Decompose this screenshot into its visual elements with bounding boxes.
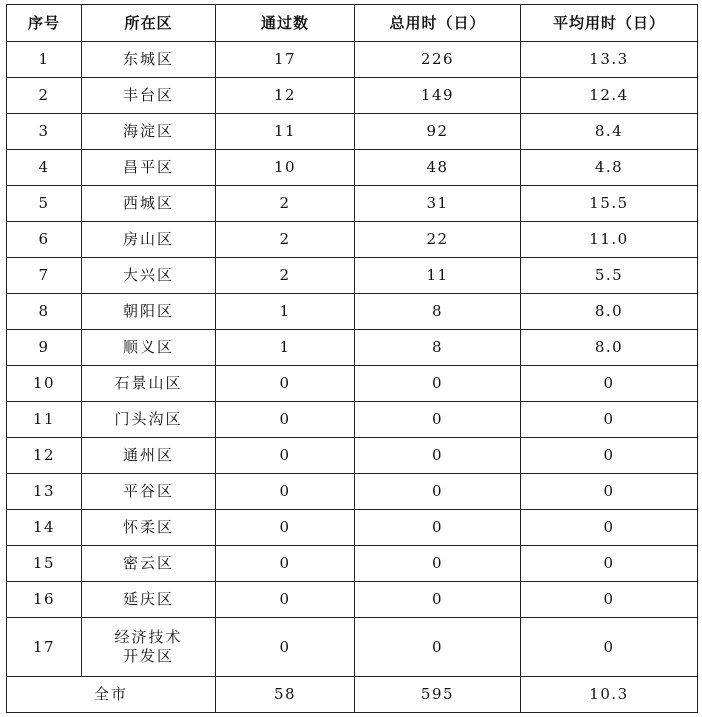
header-index: 序号: [7, 5, 82, 42]
row-average-days: 0: [521, 474, 698, 510]
row-passed-count: 12: [216, 78, 355, 114]
row-passed-count: 2: [216, 258, 355, 294]
row-passed-count: 0: [216, 366, 355, 402]
row-total-days: 0: [355, 582, 521, 618]
total-total-days: 595: [355, 677, 521, 713]
row-total-days: 8: [355, 330, 521, 366]
row-district: 海淀区: [82, 114, 216, 150]
table-row: [7, 474, 698, 510]
table-row: [7, 42, 698, 78]
header-district: 所在区: [82, 5, 216, 42]
row-average-days: 8.4: [521, 114, 698, 150]
row-passed-count: 0: [216, 474, 355, 510]
row-index: 9: [7, 330, 82, 366]
row-index: 14: [7, 510, 82, 546]
row-average-days: 0: [521, 618, 698, 677]
row-total-days: 0: [355, 474, 521, 510]
row-district: 西城区: [82, 186, 216, 222]
row-passed-count: 17: [216, 42, 355, 78]
row-district: 房山区: [82, 222, 216, 258]
row-average-days: 0: [521, 438, 698, 474]
row-index: 17: [7, 618, 82, 677]
table-row: [7, 150, 698, 186]
row-average-days: 13.3: [521, 42, 698, 78]
row-district: 朝阳区: [82, 294, 216, 330]
row-index: 5: [7, 186, 82, 222]
row-average-days: 15.5: [521, 186, 698, 222]
table-row: [7, 258, 698, 294]
row-passed-count: 1: [216, 294, 355, 330]
table-row: [7, 186, 698, 222]
row-district: 大兴区: [82, 258, 216, 294]
row-passed-count: 2: [216, 222, 355, 258]
row-average-days: 0: [521, 510, 698, 546]
row-total-days: 48: [355, 150, 521, 186]
table-row: [7, 582, 698, 618]
row-index: 3: [7, 114, 82, 150]
table-row: [7, 438, 698, 474]
row-total-days: 0: [355, 546, 521, 582]
row-district: 怀柔区: [82, 510, 216, 546]
table-row: [7, 222, 698, 258]
table-row: [7, 402, 698, 438]
row-passed-count: 0: [216, 546, 355, 582]
header-total-days: 总用时（日）: [355, 5, 521, 42]
row-index: 6: [7, 222, 82, 258]
row-average-days: 12.4: [521, 78, 698, 114]
row-passed-count: 11: [216, 114, 355, 150]
row-index: 2: [7, 78, 82, 114]
total-average-days: 10.3: [521, 677, 698, 713]
row-district: 丰台区: [82, 78, 216, 114]
row-passed-count: 0: [216, 438, 355, 474]
row-average-days: 11.0: [521, 222, 698, 258]
table-row: [7, 546, 698, 582]
table-row: [7, 114, 698, 150]
row-district: 平谷区: [82, 474, 216, 510]
row-average-days: 0: [521, 546, 698, 582]
row-total-days: 226: [355, 42, 521, 78]
table-row: [7, 366, 698, 402]
row-total-days: 0: [355, 618, 521, 677]
row-total-days: 22: [355, 222, 521, 258]
row-index: 11: [7, 402, 82, 438]
table-row: [7, 510, 698, 546]
row-total-days: 11: [355, 258, 521, 294]
row-passed-count: 0: [216, 402, 355, 438]
total-passed-count: 58: [216, 677, 355, 713]
row-index: 10: [7, 366, 82, 402]
row-index: 15: [7, 546, 82, 582]
row-passed-count: 0: [216, 510, 355, 546]
row-district: 经济技术开发区: [114, 628, 183, 665]
header-average-days: 平均用时（日）: [521, 5, 698, 42]
row-index: 8: [7, 294, 82, 330]
table-row: [7, 618, 698, 677]
row-total-days: 149: [355, 78, 521, 114]
table-row: [7, 294, 698, 330]
total-label: 全市: [7, 677, 216, 713]
row-average-days: 0: [521, 582, 698, 618]
row-total-days: 8: [355, 294, 521, 330]
row-index: 7: [7, 258, 82, 294]
row-district: 顺义区: [82, 330, 216, 366]
row-passed-count: 2: [216, 186, 355, 222]
row-district: 通州区: [82, 438, 216, 474]
row-average-days: 5.5: [521, 258, 698, 294]
row-index: 12: [7, 438, 82, 474]
header-row: [7, 5, 698, 42]
table-row: [7, 330, 698, 366]
table-row: [7, 78, 698, 114]
statistics-table: [6, 4, 698, 713]
row-total-days: 92: [355, 114, 521, 150]
row-district: 延庆区: [82, 582, 216, 618]
row-district: 东城区: [82, 42, 216, 78]
row-passed-count: 10: [216, 150, 355, 186]
row-district: 密云区: [82, 546, 216, 582]
row-district: 门头沟区: [82, 402, 216, 438]
row-passed-count: 0: [216, 582, 355, 618]
row-district: 石景山区: [82, 366, 216, 402]
row-index: 16: [7, 582, 82, 618]
row-total-days: 0: [355, 402, 521, 438]
row-average-days: 8.0: [521, 330, 698, 366]
row-passed-count: 1: [216, 330, 355, 366]
row-district-cell: [82, 618, 216, 677]
row-passed-count: 0: [216, 618, 355, 677]
row-index: 4: [7, 150, 82, 186]
row-index: 1: [7, 42, 82, 78]
row-total-days: 0: [355, 510, 521, 546]
row-average-days: 4.8: [521, 150, 698, 186]
row-total-days: 31: [355, 186, 521, 222]
total-row: [7, 677, 698, 713]
header-passed-count: 通过数: [216, 5, 355, 42]
row-total-days: 0: [355, 366, 521, 402]
row-index: 13: [7, 474, 82, 510]
row-district: 昌平区: [82, 150, 216, 186]
row-total-days: 0: [355, 438, 521, 474]
row-average-days: 0: [521, 402, 698, 438]
row-average-days: 8.0: [521, 294, 698, 330]
row-average-days: 0: [521, 366, 698, 402]
